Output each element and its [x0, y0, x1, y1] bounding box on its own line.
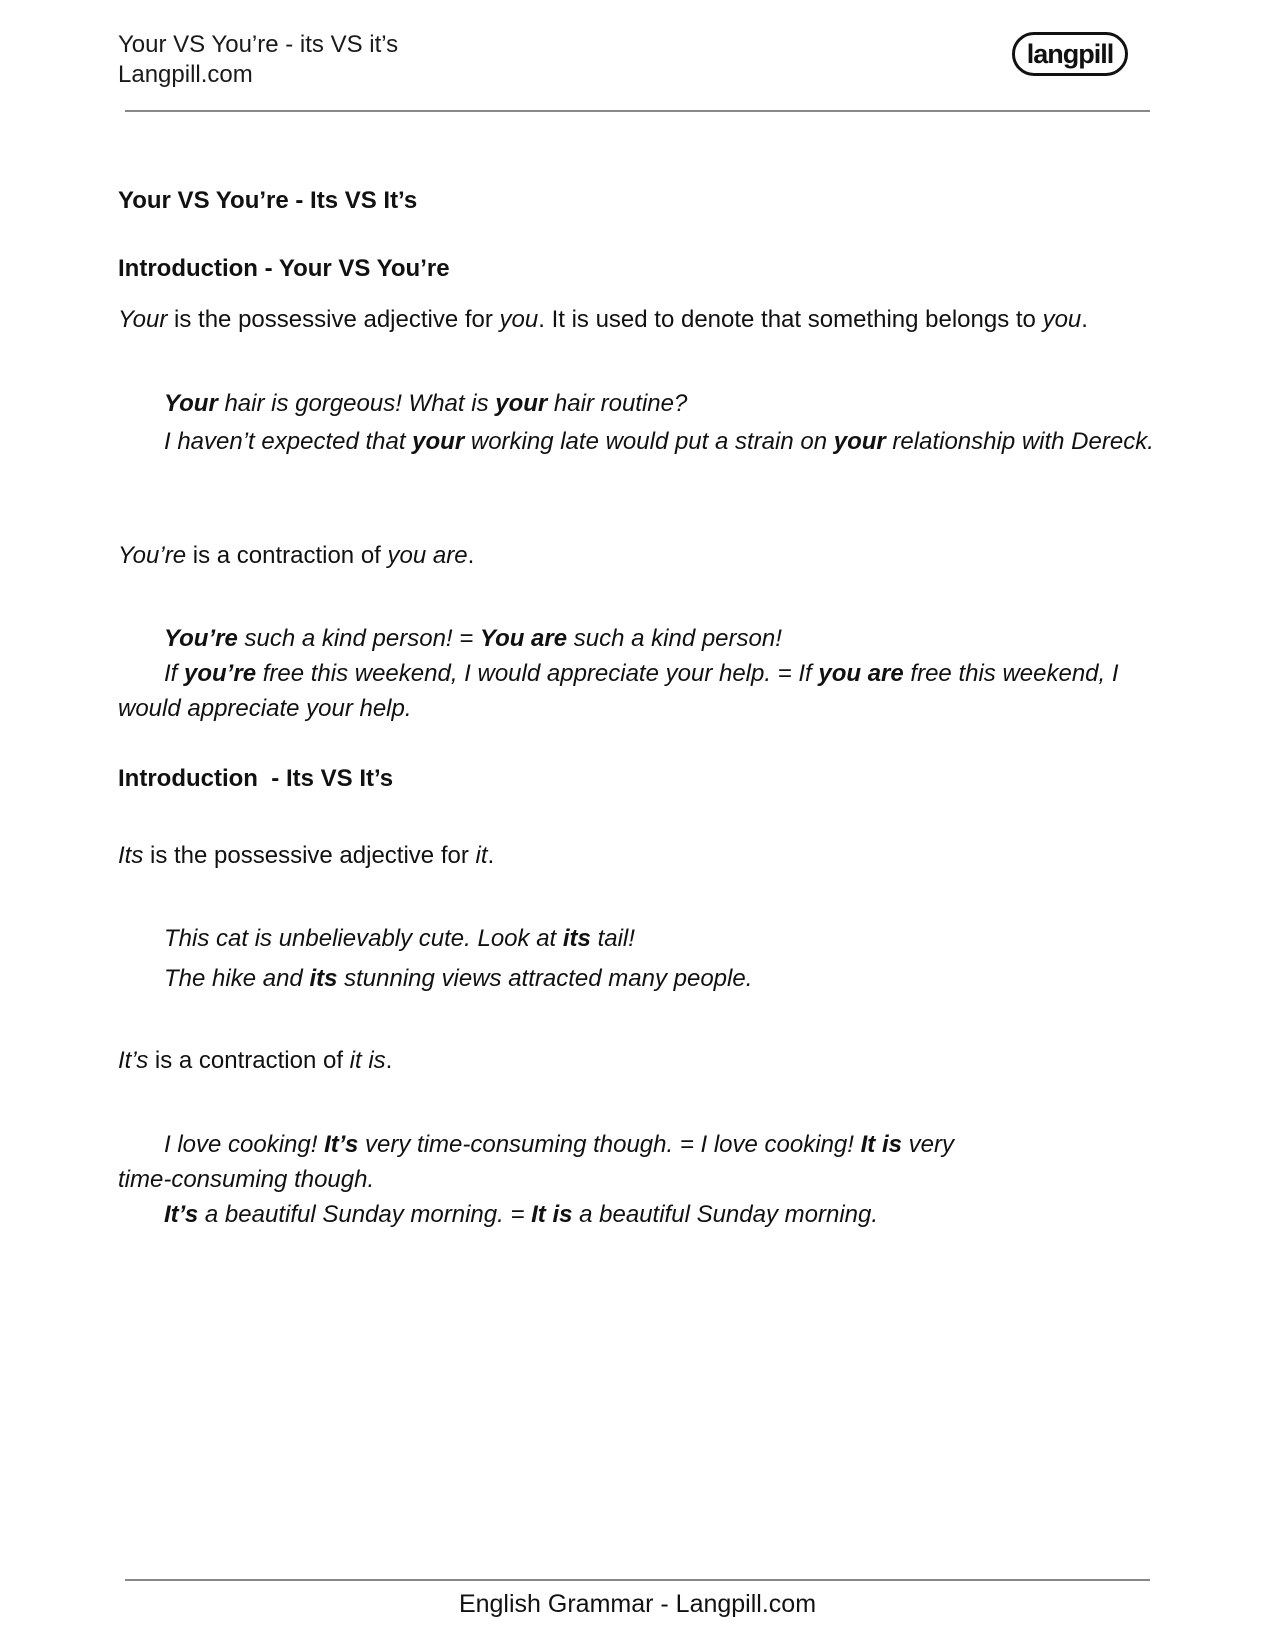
definition-its: Its is the possessive adjective for it.	[118, 842, 495, 869]
section-heading-its-its: Introduction - Its VS It’s	[118, 765, 394, 792]
header-title: Your VS You’re - its VS it’s	[118, 31, 399, 58]
example-its-2: The hike and its stunning views attracted many people.	[164, 965, 753, 992]
header-site: Langpill.com	[118, 61, 253, 88]
langpill-logo	[1012, 32, 1128, 76]
example-your-1: Your hair is gorgeous! What is your hair routine?	[164, 390, 688, 417]
example-it-s-2: It’s a beautiful Sunday morning. = It is a beautiful Sunday morning.	[164, 1201, 879, 1228]
document-title: Your VS You’re - Its VS It’s	[118, 187, 418, 214]
example-its-1: This cat is unbelievably cute. Look at its tail!	[164, 925, 635, 952]
example-youre-1: You’re such a kind person! = You are such a kind person!	[164, 625, 782, 652]
example-your-2: I haven’t expected that your working late would put a strain on your relationship with Dereck.	[164, 428, 1154, 455]
definition-it-s: It’s is a contraction of it is.	[118, 1047, 393, 1074]
header-divider	[125, 110, 1150, 112]
logo-text: langpill	[1026, 38, 1114, 69]
definition-your: Your is the possessive adjective for you. It is used to denote that something belongs to you.	[118, 306, 1088, 333]
example-it-s-1: I love cooking! It’s very time-consuming though. = I love cooking! It is very time-consuming though.	[118, 1131, 954, 1193]
definition-youre: You’re is a contraction of you are.	[118, 542, 475, 569]
footer-divider	[125, 1579, 1150, 1581]
page-header	[118, 30, 398, 90]
page-footer: English Grammar - Langpill.com	[458, 1590, 817, 1618]
section-heading-your-youre: Introduction - Your VS You’re	[118, 255, 450, 282]
example-youre-2: If you’re free this weekend, I would appreciate your help. = If you are free this weekend, I would appreciate your help.	[118, 660, 1119, 722]
